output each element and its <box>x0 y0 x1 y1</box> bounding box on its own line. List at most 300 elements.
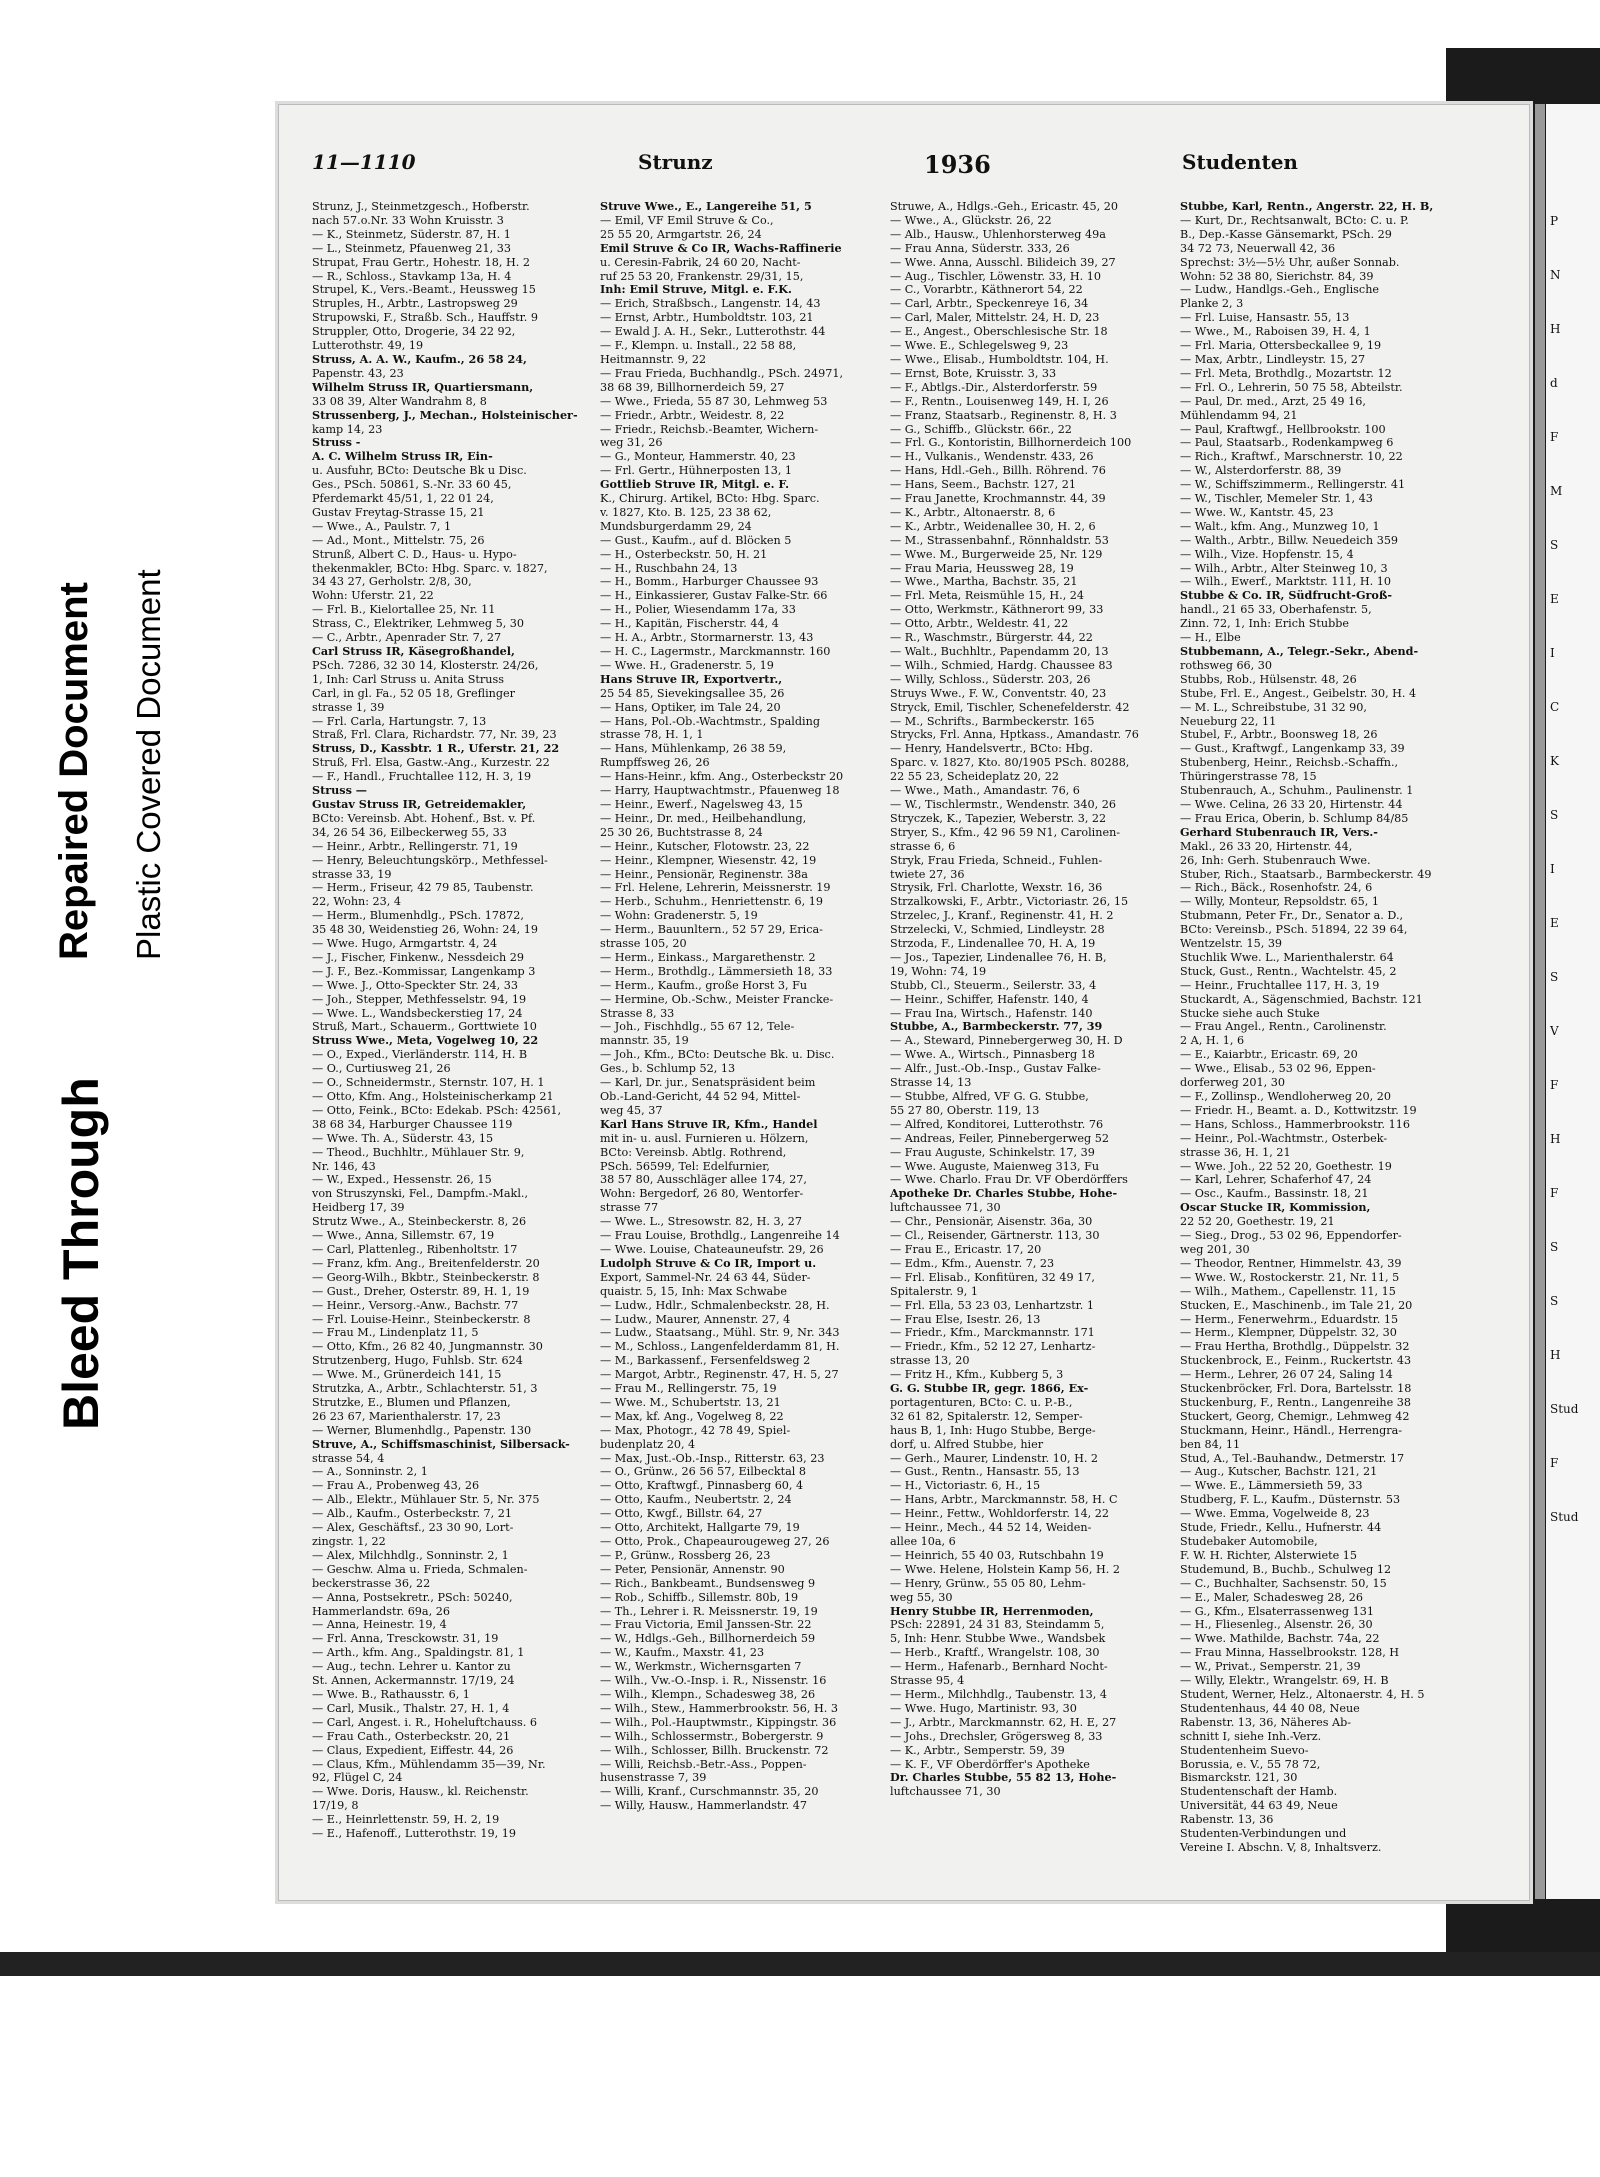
directory-entry-line: — Herm., Kaufm., große Horst 3, Fu <box>600 978 808 992</box>
directory-entry-line: Stryczek, K., Tapezier, Weberstr. 3, 22 <box>890 811 1107 825</box>
strip-letter: I <box>1550 862 1555 876</box>
directory-entry-line: — Hans, Mühlenkamp, 26 38 59, <box>600 742 787 756</box>
directory-entry-line: strasse 33, 19 <box>312 867 392 881</box>
strip-letter: K <box>1550 754 1559 768</box>
directory-entry-line: — W., Werkmstr., Wichernsgarten 7 <box>600 1660 802 1674</box>
directory-column-4 <box>1180 199 1480 1854</box>
directory-entry-line: Stubbs, Rob., Hülsenstr. 48, 26 <box>1180 672 1357 686</box>
directory-entry-line: — K., Steinmetz, Süderstr. 87, H. 1 <box>312 227 511 241</box>
directory-entry-line: — Alex, Milchhdlg., Sonninstr. 2, 1 <box>312 1548 509 1562</box>
directory-entry-line: — Heinr., Versorg.-Anw., Bachstr. 77 <box>312 1298 519 1312</box>
directory-entry-line: Rabenstr. 13, 36 <box>1180 1813 1274 1827</box>
directory-entry-line: — Wwe. B., Rathausstr. 6, 1 <box>312 1687 470 1701</box>
directory-entry-line: Oscar Stucke IR, Kommission, <box>1180 1200 1371 1215</box>
directory-entry-line: — Willy, Elektr., Wrangelstr. 69, H. B <box>1180 1674 1389 1688</box>
directory-entry-line: Struve Wwe., E., Langereihe 51, 5 <box>600 199 812 213</box>
directory-entry-line: — Aug., Kutscher, Bachstr. 121, 21 <box>1180 1465 1378 1479</box>
directory-entry-line: — H., Ruschbahn 24, 13 <box>600 561 738 575</box>
directory-entry-line: — Frl. G., Kontoristin, Billhornerdeich 100 <box>890 436 1132 450</box>
directory-entry-line: Thüringerstrasse 78, 15 <box>1180 770 1317 784</box>
directory-entry-line: — M. L., Schreibstube, 31 32 90, <box>1180 700 1367 714</box>
directory-entry-line: Strunz, J., Steinmetzgesch., Hofberstr. <box>312 200 530 213</box>
directory-entry-line: — Hans, Pol.-Ob.-Wachtmstr., Spalding <box>600 714 820 728</box>
directory-entry-line: 34, 26 54 36, Eilbeckerweg 55, 33 <box>312 825 507 839</box>
directory-entry-line: Studemund, B., Buchb., Schulweg 12 <box>1180 1562 1392 1576</box>
directory-entry-line: — G., Monteur, Hammerstr. 40, 23 <box>600 450 796 464</box>
directory-entry-line: St. Annen, Ackermannstr. 17/19, 24 <box>312 1674 515 1688</box>
directory-entry-line: Strupel, K., Vers.-Beamt., Heussweg 15 <box>312 283 536 297</box>
directory-entry-line: — E., Heinrlettenstr. 59, H. 2, 19 <box>312 1813 500 1827</box>
directory-entry-line: Wilhelm Struss IR, Quartiersmann, <box>312 379 534 394</box>
directory-entry-line: — Wohn: Gradenerstr. 5, 19 <box>600 909 758 923</box>
directory-entry-line: — Otto, Architekt, Hallgarte 79, 19 <box>600 1521 800 1535</box>
directory-entry-line: Strzoda, F., Lindenallee 70, H. A, 19 <box>890 937 1096 951</box>
directory-entry-line: 26, Inh: Gerh. Stubenrauch Wwe. <box>1180 853 1371 867</box>
directory-entry-line: BCto: Vereinsb. Abt. Hohenf., Bst. v. Pf. <box>312 811 536 825</box>
directory-entry-line: Stubb, Cl., Steuerm., Seilerstr. 33, 4 <box>890 978 1097 992</box>
directory-entry-line: — G., Kfm., Elsaterrassenweg 131 <box>1180 1604 1374 1618</box>
directory-entry-line: — J. F., Bez.-Kommissar, Langenkamp 3 <box>312 964 536 978</box>
directory-entry-line: — H., Victoriastr. 6, H., 15 <box>890 1479 1041 1493</box>
directory-entry-line: — Frau Frieda, Buchhandlg., PSch. 24971, <box>600 366 844 380</box>
directory-entry-line: Strunß, Albert C. D., Haus- u. Hypo- <box>312 547 517 561</box>
directory-entry-line: — Otto, Kaufm., Neubertstr. 2, 24 <box>600 1493 792 1507</box>
strip-letter: H <box>1550 1348 1561 1362</box>
directory-entry-line: strasse 6, 6 <box>890 839 956 853</box>
directory-entry-line: — Gust., Kraftwgf., Langenkamp 33, 39 <box>1180 742 1405 756</box>
directory-entry-line: — Frl. Luise, Hansastr. 55, 13 <box>1180 311 1350 325</box>
directory-entry-line: 2 A, H. 1, 6 <box>1180 1034 1245 1048</box>
directory-entry-line: — Herm., Klempner, Düppelstr. 32, 30 <box>1180 1326 1397 1340</box>
directory-entry-line: — Herm., Lehrer, 26 07 24, Saling 14 <box>1180 1368 1393 1382</box>
page-header <box>312 150 1492 184</box>
strip-letter: F <box>1550 1078 1559 1092</box>
directory-entry-line: Studenten-Verbindungen und <box>1180 1827 1347 1841</box>
directory-entry-line: — Frau Louise, Brothdlg., Langenreihe 14 <box>600 1229 840 1243</box>
directory-entry-line: PSch. 7286, 32 30 14, Klosterstr. 24/26, <box>312 658 539 672</box>
directory-entry-line: — Wwe. Hugo, Armgartstr. 4, 24 <box>312 937 498 951</box>
directory-entry-line: 26 23 67, Marienthalerstr. 17, 23 <box>312 1409 501 1423</box>
directory-entry-line: — Franz, Staatsarb., Reginenstr. 8, H. 3 <box>890 408 1117 422</box>
directory-entry-line: — Frl. Meta, Brothdlg., Mozartstr. 12 <box>1180 366 1392 380</box>
directory-entry-line: — K., Arbtr., Semperstr. 59, 39 <box>890 1743 1065 1757</box>
directory-entry-line: — Frau A., Probenweg 43, 26 <box>312 1479 480 1493</box>
directory-entry-line: Studentenhaus, 44 40 08, Neue <box>1180 1701 1360 1715</box>
directory-entry-line: — Wwe., A., Glückstr. 26, 22 <box>890 213 1052 227</box>
strip-letter: S <box>1550 1240 1559 1254</box>
directory-entry-line: — Max, Photogr., 42 78 49, Spiel- <box>600 1423 791 1437</box>
directory-entry-line: twiete 27, 36 <box>890 867 965 881</box>
directory-entry-line: — C., Arbtr., Apenrader Str. 7, 27 <box>312 631 502 645</box>
strip-letter: N <box>1550 268 1561 282</box>
directory-entry-line: — Ludw., Handlgs.-Geh., Englische <box>1180 283 1380 297</box>
directory-entry-line: Mühlendamm 94, 21 <box>1180 408 1298 422</box>
strip-letter: I <box>1550 646 1555 660</box>
directory-entry-line: Gustav Freytag-Strasse 15, 21 <box>312 505 485 519</box>
directory-entry-line: — Heinr., Mech., 44 52 14, Weiden- <box>890 1521 1092 1535</box>
directory-entry-line: 35 48 30, Weidenstieg 26, Wohn: 24, 19 <box>312 923 538 937</box>
directory-entry-line: haus B, 1, Inh: Hugo Stubbe, Berge- <box>890 1423 1096 1437</box>
directory-entry-line: — Otto, Kfm. Ang., Holsteinischerkamp 21 <box>312 1090 554 1103</box>
directory-entry-line: Struwe, A., Hdlgs.-Geh., Ericastr. 45, 20 <box>890 200 1119 213</box>
strip-letter: Stud <box>1550 1510 1579 1524</box>
directory-entry-line: Studberg, F. L., Kaufm., Düsternstr. 53 <box>1180 1493 1401 1507</box>
directory-entry-line: — Georg-Wilh., Bkbtr., Steinbeckerstr. 8 <box>312 1270 540 1284</box>
directory-entry-line: — Carl, Arbtr., Speckenreye 16, 34 <box>890 297 1089 311</box>
directory-entry-line: — Theod., Buchhltr., Mühlauer Str. 9, <box>312 1145 525 1159</box>
directory-entry-line: Strycks, Frl. Anna, Hptkass., Amandastr. 76 <box>890 728 1139 742</box>
directory-entry-line: — J., Fischer, Finkenw., Nessdeich 29 <box>312 950 525 964</box>
year: 1936 <box>924 150 991 179</box>
strip-letter: F <box>1550 430 1559 444</box>
directory-entry-line: — Wilh., Arbtr., Alter Steinweg 10, 3 <box>1180 561 1388 575</box>
directory-entry-line: — F., Zollinsp., Wendloherweg 20, 20 <box>1180 1090 1392 1103</box>
directory-entry-line: — J., Arbtr., Marckmannstr. 62, H. E, 27 <box>890 1715 1117 1729</box>
directory-entry-line: — E., Angest., Oberschlesische Str. 18 <box>890 325 1108 339</box>
directory-entry-line: 1, Inh: Carl Struss u. Anita Struss <box>312 672 504 686</box>
directory-entry-line: — Gerh., Maurer, Lindenstr. 10, H. 2 <box>890 1451 1099 1465</box>
directory-entry-line: Stryk, Frau Frieda, Schneid., Fuhlen- <box>890 853 1103 867</box>
directory-entry-line: — K. F., VF Oberdörffer's Apotheke <box>890 1757 1090 1771</box>
directory-entry-line: Strzelec, J., Kranf., Reginenstr. 41, H. 2 <box>890 909 1114 923</box>
directory-entry-line: — Alb., Kaufm., Osterbeckstr. 7, 21 <box>312 1507 513 1521</box>
directory-entry-line: — Harry, Hauptwachtmstr., Pfauenweg 18 <box>600 784 840 798</box>
scan-bottom-edge <box>0 1952 1600 1976</box>
directory-entry-line: — Frau Ina, Wirtsch., Hafenstr. 140 <box>890 1006 1093 1020</box>
directory-entry-line: — Wwe. H., Gradenerstr. 5, 19 <box>600 658 774 672</box>
directory-entry-line: Inh: Emil Struve, Mitgl. e. F.K. <box>600 282 792 297</box>
directory-entry-line: — Frl. Meta, Reismühle 15, H., 24 <box>890 589 1085 603</box>
strip-letter: S <box>1550 538 1559 552</box>
directory-entry-line: — Fritz H., Kfm., Kubberg 5, 3 <box>890 1368 1064 1382</box>
directory-entry-line: dorf, u. Alfred Stubbe, hier <box>890 1437 1044 1451</box>
directory-entry-line: — Frl. Helene, Lehrerin, Meissnerstr. 19 <box>600 881 831 895</box>
directory-entry-line: mannstr. 35, 19 <box>600 1034 689 1048</box>
directory-entry-line: — Herm., Fenerwehrm., Eduardstr. 15 <box>1180 1312 1399 1326</box>
directory-entry-line: — Gust., Kaufm., auf d. Blöcken 5 <box>600 533 792 547</box>
directory-entry-line: strasse 105, 20 <box>600 937 687 951</box>
directory-entry-line: — H., Vulkanis., Wendenstr. 433, 26 <box>890 450 1094 464</box>
directory-entry-line: — Wilh., Schmied, Hardg. Chaussee 83 <box>890 658 1113 672</box>
directory-entry-line: Strysik, Frl. Charlotte, Wexstr. 16, 36 <box>890 881 1103 895</box>
directory-entry-line: — F., Handl., Fruchtallee 112, H. 3, 19 <box>312 770 532 784</box>
directory-entry-line: — Herm., Hafenarb., Bernhard Nocht- <box>890 1660 1108 1674</box>
directory-entry-line: — Walth., Arbtr., Billw. Neuedeich 359 <box>1180 533 1399 547</box>
directory-entry-line: Stuckert, Georg, Chemigr., Lehmweg 42 <box>1180 1409 1410 1423</box>
directory-entry-line: Carl, in gl. Fa., 52 05 18, Greflinger <box>312 686 516 700</box>
directory-entry-line: — Carl, Maler, Mittelstr. 24, H. D, 23 <box>890 311 1100 325</box>
directory-entry-line: — Herm., Friseur, 42 79 85, Taubenstr. <box>312 881 534 895</box>
directory-entry-line: — Willy, Schloss., Süderstr. 203, 26 <box>890 672 1091 686</box>
directory-entry-line: — Wwe., Math., Amandastr. 76, 6 <box>890 784 1080 798</box>
directory-entry-line: — L., Steinmetz, Pfauenweg 21, 33 <box>312 241 512 255</box>
directory-entry-line: 38 57 80, Ausschläger allee 174, 27, <box>600 1173 807 1187</box>
directory-entry-line: — Peter, Pensionär, Annenstr. 90 <box>600 1562 785 1576</box>
directory-entry-line: Universität, 44 63 49, Neue <box>1180 1799 1338 1813</box>
directory-entry-line: — Frl. Louise-Heinr., Steinbeckerstr. 8 <box>312 1312 531 1326</box>
directory-entry-line: — Hans, Arbtr., Marckmannstr. 58, H. C <box>890 1493 1118 1507</box>
directory-entry-line: — Wilh., Mathem., Capellenstr. 11, 15 <box>1180 1284 1396 1298</box>
directory-entry-line: — Frau Anna, Süderstr. 333, 26 <box>890 241 1070 255</box>
directory-entry-line: — Ewald J. A. H., Sekr., Lutterothstr. 44 <box>600 325 826 339</box>
directory-entry-line: — Paul, Staatsarb., Rodenkampweg 6 <box>1180 436 1394 450</box>
directory-entry-line: — Friedr., Reichsb.-Beamter, Wichern- <box>600 422 819 436</box>
directory-entry-line: Strasse 8, 33 <box>600 1006 675 1020</box>
directory-entry-line: — Joh., Kfm., BCto: Deutsche Bk. u. Disc. <box>600 1048 835 1062</box>
directory-entry-line: — Wwe. Doris, Hausw., kl. Reichenstr. <box>312 1785 529 1799</box>
directory-entry-line: — Anna, Heinestr. 19, 4 <box>312 1618 447 1632</box>
directory-entry-line: Stuckenbröcker, Frl. Dora, Bartelsstr. 18 <box>1180 1382 1412 1396</box>
directory-entry-line: Struss, A. A. W., Kaufm., 26 58 24, <box>312 351 527 366</box>
directory-entry-line: — K., Arbtr., Altonaerstr. 8, 6 <box>890 505 1056 519</box>
directory-entry-line: Stubenberg, Heinr., Reichsb.-Schaffn., <box>1180 756 1399 770</box>
strip-letter: H <box>1550 1132 1561 1146</box>
directory-entry-line: — R., Waschmstr., Bürgerstr. 44, 22 <box>890 631 1093 645</box>
directory-entry-line: Hans Struve IR, Exportvertr., <box>600 671 783 686</box>
directory-entry-line: Mundsburgerdamm 29, 24 <box>600 519 752 533</box>
directory-entry-line: Planke 2, 3 <box>1180 297 1244 311</box>
directory-entry-line: — Frl. Maria, Ottersbeckallee 9, 19 <box>1180 339 1382 353</box>
directory-entry-line: Pferdemarkt 45/51, 1, 22 01 24, <box>312 492 494 506</box>
directory-entry-line: 22 55 23, Scheideplatz 20, 22 <box>890 770 1059 784</box>
directory-entry-line: Export, Sammel-Nr. 24 63 44, Süder- <box>600 1270 811 1284</box>
directory-entry-line: mit in- u. ausl. Furnieren u. Hölzern, <box>600 1131 809 1145</box>
directory-entry-line: — Heinrich, 55 40 03, Rutschbahn 19 <box>890 1548 1104 1562</box>
directory-entry-line: — Henry, Handelsvertr., BCto: Hbg. <box>890 742 1094 756</box>
directory-entry-line: — O., Curtiusweg 21, 26 <box>312 1062 451 1076</box>
directory-entry-line: — Wwe. Mathilde, Bachstr. 74a, 22 <box>1180 1632 1380 1646</box>
directory-entry-line: — Otto, Arbtr., Weldestr. 41, 22 <box>890 617 1069 631</box>
directory-entry-line: — Otto, Prok., Chapeaurougeweg 27, 26 <box>600 1535 830 1548</box>
directory-entry-line: Nr. 146, 43 <box>312 1159 376 1173</box>
directory-entry-line: 22, Wohn: 23, 4 <box>312 895 402 909</box>
directory-entry-line: — H., Bomm., Harburger Chaussee 93 <box>600 575 819 589</box>
directory-entry-line: ruf 25 53 20, Frankenstr. 29/31, 15, <box>600 269 804 283</box>
directory-entry-line: allee 10a, 6 <box>890 1535 956 1548</box>
directory-entry-line: — Friedr., Kfm., Marckmannstr. 171 <box>890 1326 1095 1340</box>
directory-entry-line: — Herm., Milchhdlg., Taubenstr. 13, 4 <box>890 1687 1107 1701</box>
directory-entry-line: — Paul, Kraftwgf., Hellbrookstr. 100 <box>1180 422 1386 436</box>
directory-entry-line: — Wwe., Anna, Sillemstr. 67, 19 <box>312 1229 495 1243</box>
directory-entry-line: — Heinr., Dr. med., Heilbehandlung, <box>600 811 807 825</box>
directory-entry-line: — Ludw., Maurer, Annenstr. 27, 4 <box>600 1312 791 1326</box>
directory-entry-line: — Wwe. Auguste, Maienweg 313, Fu <box>890 1159 1100 1173</box>
directory-entry-line: — Carl, Musik., Thalstr. 27, H. 1, 4 <box>312 1701 510 1715</box>
directory-entry-line: — Wwe. E., Lämmersieth 59, 33 <box>1180 1479 1363 1493</box>
directory-entry-line: — Wilh., Ewerf., Marktstr. 111, H. 10 <box>1180 575 1391 589</box>
directory-entry-line: — Sieg., Drog., 53 02 96, Eppendorfer- <box>1180 1229 1402 1243</box>
directory-entry-line: Studentenschaft der Hamb. <box>1180 1785 1338 1799</box>
directory-entry-line: — Wwe. Anna, Ausschl. Bilideich 39, 27 <box>890 255 1116 269</box>
directory-entry-line: — Karl, Dr. jur., Senatspräsident beim <box>600 1076 816 1090</box>
directory-entry-line: — Frl. Gertr., Hühnerposten 13, 1 <box>600 464 793 478</box>
directory-entry-line: Struss Wwe., Meta, Vogelweg 10, 22 <box>312 1033 539 1048</box>
directory-entry-line: — Wwe. Th. A., Süderstr. 43, 15 <box>312 1131 494 1145</box>
page-number: 11—1110 <box>312 150 416 174</box>
directory-entry-line: Sprechst: 3½—5½ Uhr, außer Sonnab. <box>1180 255 1400 269</box>
directory-entry-line: von Struszynski, Fel., Dampfm.-Makl., <box>312 1187 529 1201</box>
directory-entry-line: Papenstr. 43, 23 <box>312 366 404 380</box>
directory-entry-line: — Wwe. A., Wirtsch., Pinnasberg 18 <box>890 1048 1095 1062</box>
directory-entry-line: Stuck, Gust., Rentn., Wachtelstr. 45, 2 <box>1180 964 1397 978</box>
directory-entry-line: 32 61 82, Spitalerstr. 12, Semper- <box>890 1409 1083 1423</box>
directory-entry-line: — Frl. Anna, Tresckowstr. 31, 19 <box>312 1632 499 1646</box>
directory-entry-line: — Theodor, Rentner, Himmelstr. 43, 39 <box>1180 1256 1402 1270</box>
directory-entry-line: — Willy, Hausw., Hammerlandstr. 47 <box>600 1799 807 1813</box>
directory-entry-line: — Johs., Drechsler, Grögersweg 8, 33 <box>890 1729 1103 1743</box>
directory-entry-line: Strzelecki, V., Schmied, Lindleystr. 28 <box>890 923 1105 937</box>
directory-entry-line: beckerstrasse 36, 22 <box>312 1576 431 1590</box>
directory-entry-line: Gottlieb Struve IR, Mitgl. e. F. <box>600 477 790 492</box>
directory-entry-line: — Alb., Hausw., Uhlenhorsterweg 49a <box>890 227 1106 241</box>
directory-entry-line: Stubbe, Karl, Rentn., Angerstr. 22, H. B, <box>1180 199 1434 213</box>
directory-entry-line: budenplatz 20, 4 <box>600 1437 696 1451</box>
directory-entry-line: Heitmannstr. 9, 22 <box>600 352 707 366</box>
directory-entry-line: — Walt., kfm. Ang., Munzweg 10, 1 <box>1180 519 1380 533</box>
directory-entry-line: Stubbe & Co. IR, Südfrucht-Groß- <box>1180 588 1392 603</box>
directory-entry-line: — Otto, Kwgf., Billstr. 64, 27 <box>600 1507 763 1521</box>
strip-letter: E <box>1550 592 1559 606</box>
directory-entry-line: — Wilh., Vize. Hopfenstr. 15, 4 <box>1180 547 1354 561</box>
directory-entry-line: — Frau E., Ericastr. 17, 20 <box>890 1242 1042 1256</box>
directory-entry-line: — Wilh., Vw.-O.-Insp. i. R., Nissenstr. 16 <box>600 1674 827 1688</box>
directory-entry-line: — W., Alsterdorferstr. 88, 39 <box>1180 464 1342 478</box>
directory-entry-line: — Karl, Lehrer, Schaferhof 47, 24 <box>1180 1173 1372 1187</box>
directory-entry-line: — Heinr., Schiffer, Hafenstr. 140, 4 <box>890 992 1089 1006</box>
directory-entry-line: Student, Werner, Helz., Altonaerstr. 4, H. 5 <box>1180 1687 1425 1701</box>
directory-entry-line: — Wwe., Elisab., Humboldtstr. 104, H. <box>890 352 1109 366</box>
directory-entry-line: u. Ceresin-Fabrik, 24 60 20, Nacht- <box>600 255 801 269</box>
directory-entry-line: — Wwe., M., Raboisen 39, H. 4, 1 <box>1180 325 1371 339</box>
directory-entry-line: — Emil, VF Emil Struve & Co., <box>600 213 774 227</box>
directory-entry-line: K., Chirurg. Artikel, BCto: Hbg. Sparc. <box>600 492 820 506</box>
directory-entry-line: — Claus, Kfm., Mühlendamm 35—39, Nr. <box>312 1757 546 1771</box>
directory-entry-line: — Wwe., Martha, Bachstr. 35, 21 <box>890 575 1078 589</box>
directory-entry-line: — Wwe. Emma, Vogelweide 8, 23 <box>1180 1507 1370 1521</box>
bottom-margin <box>0 1976 1600 2177</box>
directory-entry-line: — M., Barkassenf., Fersenfeldsweg 2 <box>600 1354 811 1368</box>
directory-entry-line: — Th., Lehrer i. R. Meissnerstr. 19, 19 <box>600 1604 818 1618</box>
directory-entry-line: — Joh., Stepper, Methfesselstr. 94, 19 <box>312 992 527 1006</box>
directory-entry-line: strasse 54, 4 <box>312 1451 385 1465</box>
directory-entry-line: — Carl, Angest. i. R., Hoheluftchauss. 6 <box>312 1715 538 1729</box>
directory-entry-line: — Arth., kfm. Ang., Spaldingstr. 81, 1 <box>312 1646 525 1660</box>
directory-entry-line: — Heinr., Pensionär, Reginenstr. 38a <box>600 867 808 881</box>
directory-entry-line: — H., Fliesenleg., Alsenstr. 26, 30 <box>1180 1618 1373 1632</box>
directory-entry-line: — Friedr., Kfm., 52 12 27, Lenhartz- <box>890 1340 1096 1354</box>
directory-entry-line: Wentzelstr. 15, 39 <box>1180 937 1283 951</box>
directory-entry-line: Strussenberg, J., Mechan., Holsteinischer- <box>312 407 578 422</box>
strip-letter: S <box>1550 970 1559 984</box>
directory-entry-line: — Alfred, Konditorei, Lutterothstr. 76 <box>890 1117 1104 1131</box>
directory-entry-line: Strutzenberg, Hugo, Fuhlsb. Str. 624 <box>312 1354 523 1368</box>
directory-entry-line: handl., 21 65 33, Oberhafenstr. 5, <box>1180 603 1372 617</box>
directory-entry-line: — Hans, Optiker, im Tale 24, 20 <box>600 700 781 714</box>
directory-entry-line: — Frau Angel., Rentn., Carolinenstr. <box>1180 1020 1387 1034</box>
directory-entry-line: — Hans, Schloss., Hammerbrookstr. 116 <box>1180 1117 1411 1131</box>
directory-entry-line: Struve, A., Schiffsmaschinist, Silbersack- <box>312 1436 570 1451</box>
directory-entry-line: — Wwe. E., Schlegelsweg 9, 23 <box>890 339 1069 353</box>
directory-entry-line: Neueburg 22, 11 <box>1180 714 1277 728</box>
directory-column-1 <box>312 200 582 1840</box>
directory-entry-line: — Wwe. M., Grünerdeich 141, 15 <box>312 1368 502 1382</box>
directory-entry-line: — Willi, Kranf., Curschmannstr. 35, 20 <box>600 1785 819 1799</box>
directory-entry-line: — Herm., Blumenhdlg., PSch. 17872, <box>312 909 524 923</box>
directory-entry-line: — Heinr., Fruchtallee 117, H. 3, 19 <box>1180 978 1380 992</box>
directory-entry-line: — A., Sonninstr. 2, 1 <box>312 1465 428 1479</box>
directory-entry-line: Stubbe, A., Barmbeckerstr. 77, 39 <box>890 1019 1103 1034</box>
directory-entry-line: Stubel, F., Arbtr., Boonsweg 18, 26 <box>1180 728 1378 742</box>
directory-entry-line: — Wwe. Hugo, Martinistr. 93, 30 <box>890 1701 1077 1715</box>
directory-entry-line: — Hans, Seem., Bachstr. 127, 21 <box>890 478 1076 492</box>
directory-entry-line: — Claus, Expedient, Eiffestr. 44, 26 <box>312 1743 514 1757</box>
directory-entry-line: — Willi, Reichsb.-Betr.-Ass., Poppen- <box>600 1757 807 1771</box>
directory-entry-line: — M., Schrifts., Barmbeckerstr. 165 <box>890 714 1095 728</box>
directory-entry-line: Stryck, Emil, Tischler, Schenefelderstr. 42 <box>890 700 1130 714</box>
directory-entry-line: — Friedr., Arbtr., Weidestr. 8, 22 <box>600 408 785 422</box>
directory-entry-line: Strass, C., Elektriker, Lehmweg 5, 30 <box>312 617 525 631</box>
directory-entry-line: Karl Hans Struve IR, Kfm., Handel <box>600 1116 818 1131</box>
directory-entry-line: 5, Inh: Henr. Stubbe Wwe., Wandsbek <box>890 1632 1106 1646</box>
directory-entry-line: — M., Schloss., Langenfelderdamm 81, H. <box>600 1340 840 1354</box>
directory-entry-line: — Chr., Pensionär, Aisenstr. 36a, 30 <box>890 1215 1093 1229</box>
strip-letter: M <box>1550 484 1563 498</box>
directory-entry-line: — Heinr., Fettw., Wohldorferstr. 14, 22 <box>890 1507 1110 1521</box>
directory-entry-line: — Friedr. H., Beamt. a. D., Kottwitzstr. 19 <box>1180 1103 1417 1117</box>
directory-entry-line: — Frau Minna, Hasselbrookstr. 128, H <box>1180 1646 1400 1660</box>
directory-entry-line: — Frau Erica, Oberin, b. Schlump 84/85 <box>1180 811 1409 825</box>
directory-entry-line: kamp 14, 23 <box>312 422 383 436</box>
directory-entry-line: — Ludw., Hdlr., Schmalenbeckstr. 28, H. <box>600 1298 830 1312</box>
directory-entry-line: — E., Kaiarbtr., Ericastr. 69, 20 <box>1180 1048 1358 1062</box>
directory-entry-line: Lutterothstr. 49, 19 <box>312 339 424 353</box>
directory-entry-line: — Max, kf. Ang., Vogelweg 8, 22 <box>600 1409 784 1423</box>
directory-entry-line: — W., Tischlermstr., Wendenstr. 340, 26 <box>890 797 1116 811</box>
directory-entry-line: — M., Strassenbahnf., Rönnhaldstr. 53 <box>890 533 1109 547</box>
directory-entry-line: Apotheke Dr. Charles Stubbe, Hohe- <box>890 1186 1118 1201</box>
directory-entry-line: Struß, Mart., Schauerm., Gorttwiete 10 <box>312 1020 537 1034</box>
directory-entry-line: schnitt I, siehe Inh.-Verz. <box>1180 1729 1322 1743</box>
bleed-through-label: Bleed Through <box>53 1077 109 1430</box>
directory-entry-line: — Aug., Tischler, Löwenstr. 33, H. 10 <box>890 269 1102 283</box>
directory-entry-line: — W., Hdlgs.-Geh., Billhornerdeich 59 <box>600 1632 816 1646</box>
directory-entry-line: — Frau Hertha, Brothdlg., Düppelstr. 32 <box>1180 1340 1410 1354</box>
directory-entry-line: Strupat, Frau Gertr., Hohestr. 18, H. 2 <box>312 255 531 269</box>
directory-entry-line: Studentenheim Suevo- <box>1180 1743 1309 1757</box>
directory-entry-line: Rabenstr. 13, 36, Näheres Ab- <box>1180 1715 1352 1729</box>
directory-entry-line: — Wwe. Joh., 22 52 20, Goethestr. 19 <box>1180 1159 1392 1173</box>
plastic-covered-label: Plastic Covered Document <box>130 569 167 960</box>
directory-entry-line: — Herm., Bauunltern., 52 57 29, Erica- <box>600 923 823 937</box>
directory-entry-line: Stude, Friedr., Kellu., Hufnerstr. 44 <box>1180 1521 1382 1535</box>
directory-entry-line: strasse 77 <box>600 1201 659 1215</box>
directory-entry-line: — Frau Auguste, Schinkelstr. 17, 39 <box>890 1145 1095 1159</box>
directory-entry-line: — Frl. Ella, 53 23 03, Lenhartzstr. 1 <box>890 1298 1095 1312</box>
directory-entry-line: PSch: 22891, 24 31 83, Steindamm 5, <box>890 1618 1105 1632</box>
directory-entry-line: 25 55 20, Armgartstr. 26, 24 <box>600 227 762 241</box>
directory-entry-line: — Margot, Arbtr., Reginenstr. 47, H. 5, 27 <box>600 1368 839 1382</box>
directory-entry-line: — Heinr., Ewerf., Nagelsweg 43, 15 <box>600 797 803 811</box>
directory-entry-line: Ges., b. Schlump 52, 13 <box>600 1062 736 1076</box>
directory-entry-line: — Wwe. Louise, Chateauneufstr. 29, 26 <box>600 1242 824 1256</box>
directory-entry-line: — Frau Cath., Osterbeckstr. 20, 21 <box>312 1729 511 1743</box>
directory-entry-line: — Otto, Feink., BCto: Edekab. PSch: 42561, <box>312 1103 562 1117</box>
directory-entry-line: — C., Buchhalter, Sachsenstr. 50, 15 <box>1180 1576 1387 1590</box>
directory-entry-line: strasse 36, H. 1, 21 <box>1180 1145 1291 1159</box>
directory-entry-line: — C., Vorarbtr., Käthnerort 54, 22 <box>890 283 1083 297</box>
directory-entry-line: — Anna, Postsekretr., PSch: 50240, <box>312 1590 513 1604</box>
directory-entry-line: zingstr. 1, 22 <box>312 1535 386 1548</box>
